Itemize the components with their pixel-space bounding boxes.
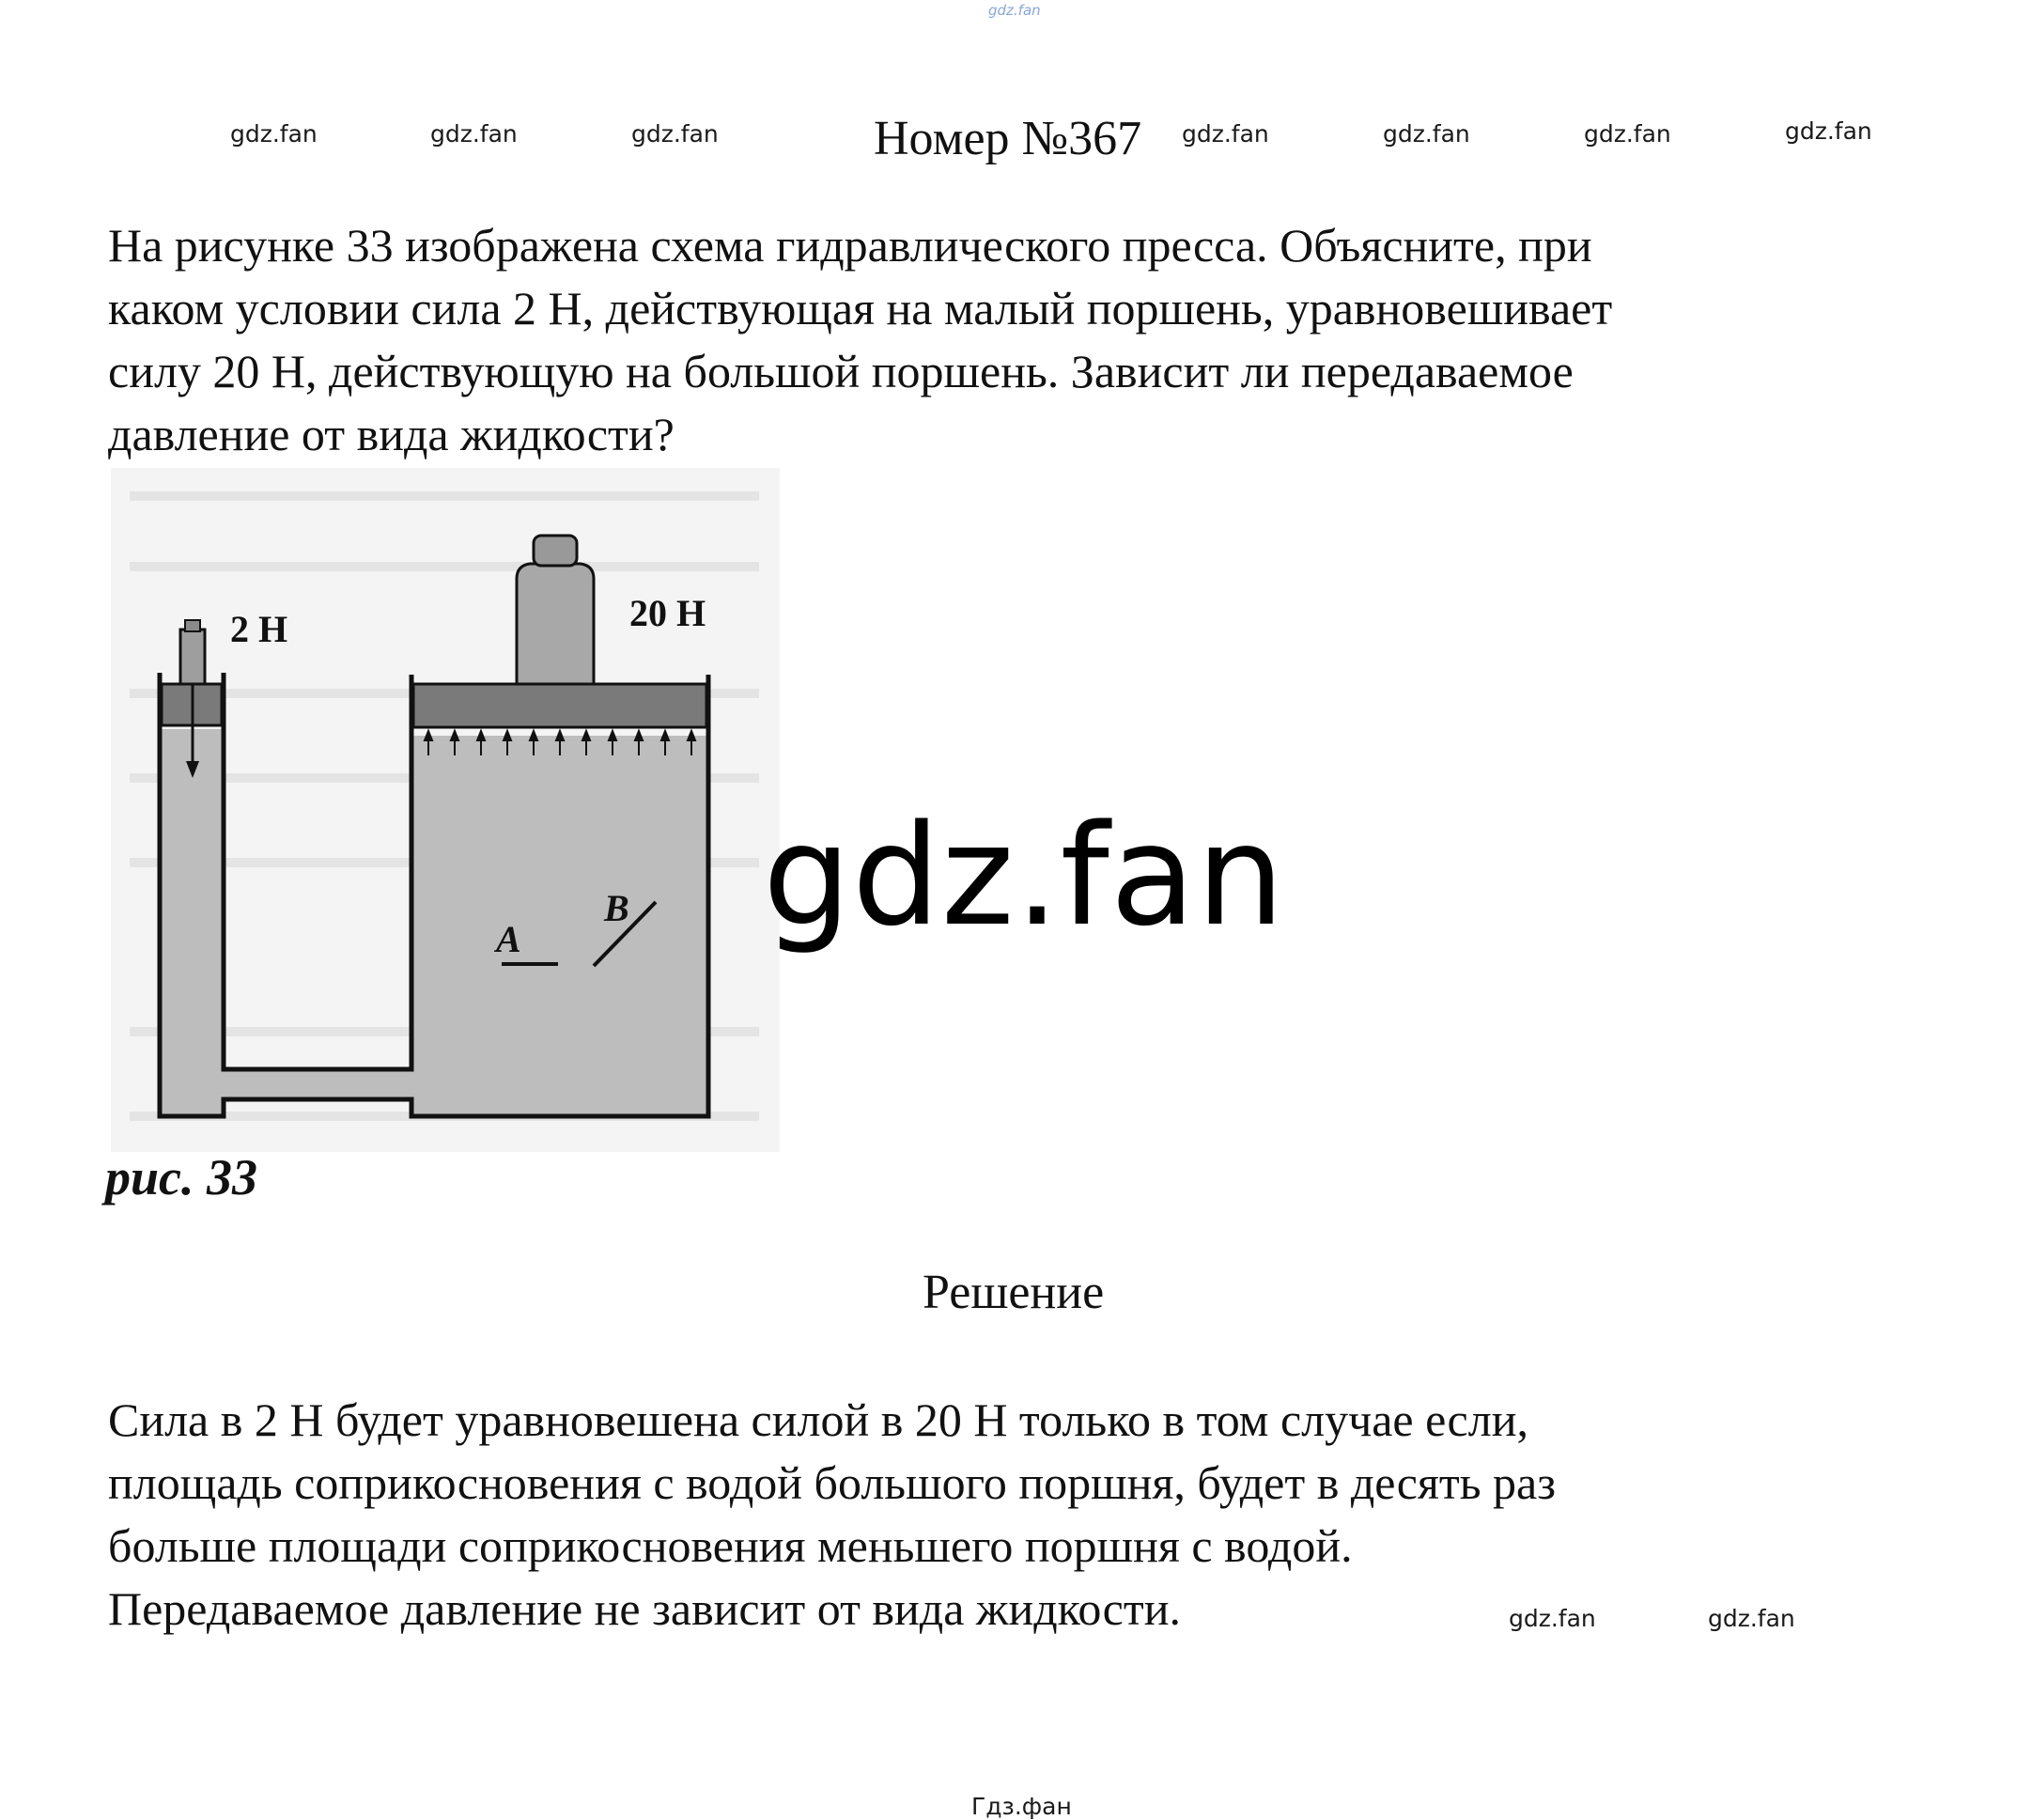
answer-line: Передаваемое давление не зависит от вида жидкости. xyxy=(108,1582,1181,1635)
page-title: Номер №367 xyxy=(874,112,1142,165)
figure-caption: рис. 33 xyxy=(105,1149,257,1206)
large-force-label: 20 Н xyxy=(629,592,706,634)
answer-line: больше площади соприкосновения меньшего поршня с водой. xyxy=(108,1519,1353,1572)
header-watermark: gdz.fan xyxy=(1584,120,1671,148)
hydraulic-press-figure xyxy=(111,468,780,1152)
header-watermark: gdz.fan xyxy=(1785,117,1872,145)
header-watermark: gdz.fan xyxy=(1383,120,1470,148)
top-watermark: gdz.fan xyxy=(988,2,1041,19)
point-b-label: B xyxy=(604,887,629,929)
header-watermark: gdz.fan xyxy=(430,120,518,148)
large-weight xyxy=(517,564,594,684)
footer-watermark: Гдз.фан xyxy=(971,1793,1072,1820)
header-watermark: gdz.fan xyxy=(230,120,318,148)
point-a-label: A xyxy=(496,918,521,960)
question-line: давление от вида жидкости? xyxy=(108,408,675,460)
question-line: силу 20 Н, действующую на большой поршень. Зависит ли передаваемое xyxy=(108,345,1574,397)
header-watermark: gdz.fan xyxy=(631,120,719,148)
small-force-label: 2 Н xyxy=(230,608,288,650)
header-watermark: gdz.fan xyxy=(1182,120,1269,148)
solution-heading: Решение xyxy=(923,1266,1105,1319)
question-text xyxy=(108,214,1612,466)
bottom-watermark: gdz.fan xyxy=(1509,1605,1596,1632)
center-watermark: gdz.fan xyxy=(763,795,1286,957)
answer-line: Сила в 2 Н будет уравновешена силой в 20 Н только в том случае если, xyxy=(108,1393,1528,1446)
bottom-watermark: gdz.fan xyxy=(1708,1605,1795,1632)
question-line: На рисунке 33 изображена схема гидравлического пресса. Объясните, при xyxy=(108,219,1592,272)
answer-line: площадь соприкосновения с водой большого поршня, будет в десять раз xyxy=(108,1456,1556,1509)
question-line: каком условии сила 2 Н, действующая на малый поршень, уравновешивает xyxy=(108,282,1613,334)
small-weight xyxy=(180,630,205,684)
answer-text xyxy=(108,1389,1556,1641)
large-piston xyxy=(413,684,706,727)
